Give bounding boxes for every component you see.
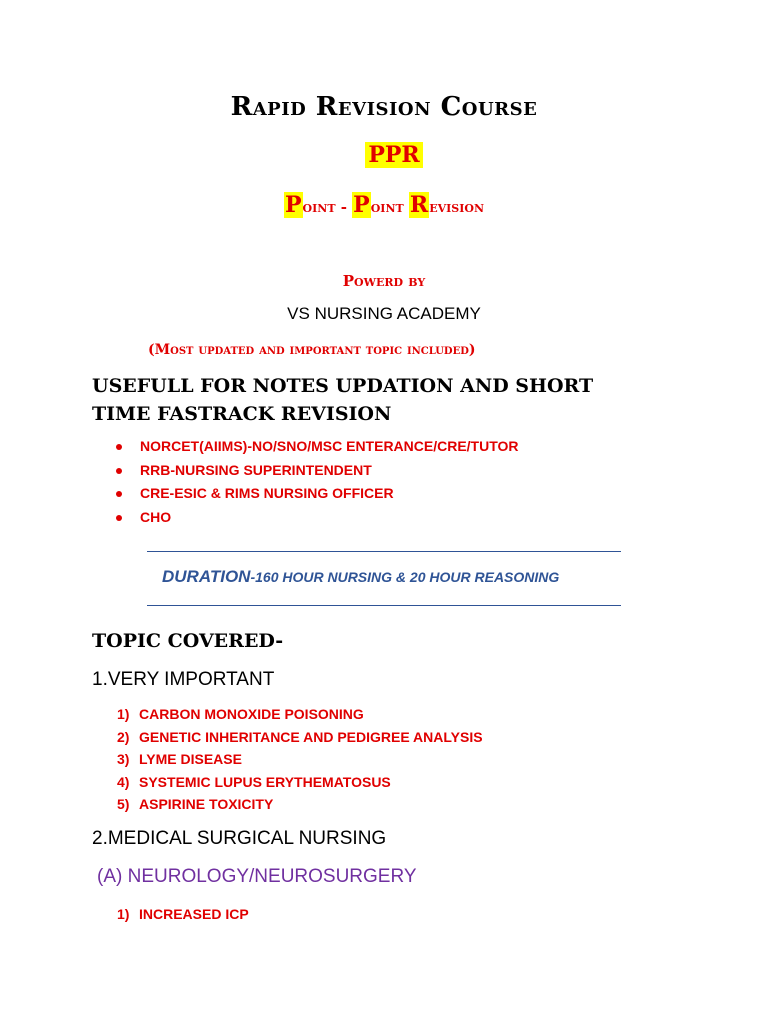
subsection-heading-neurology: (A) NEUROLOGY/NEUROSURGERY — [97, 866, 417, 887]
divider-top — [147, 551, 621, 552]
section-heading-very-important: 1.VERY IMPORTANT — [92, 669, 275, 690]
ppr-badge: PPR — [365, 142, 422, 168]
ppr-initial-r: R — [409, 192, 429, 218]
ppr-rest-p1: oint — [302, 198, 336, 216]
divider-bottom — [147, 605, 621, 606]
bullet-icon — [116, 444, 122, 450]
useful-heading-line1: USEFULL FOR NOTES UPDATION AND SHORT — [92, 375, 594, 397]
duration-line — [162, 567, 559, 587]
list-item: NORCET(AIIMS)-NO/SNO/MSC ENTERANCE/CRE/TUTOR — [116, 438, 519, 462]
course-title: Rapid Revision Course — [230, 92, 538, 122]
exam-list — [116, 438, 519, 532]
ppr-expansion — [0, 192, 768, 218]
very-important-list — [117, 706, 483, 819]
ppr-dash: - — [335, 198, 353, 216]
ppr-initial-p1: P — [284, 192, 302, 218]
ppr-rest-p2: oint — [370, 198, 404, 216]
list-item: 1) CARBON MONOXIDE POISONING — [117, 706, 364, 722]
list-item: 3) LYME DISEASE — [117, 751, 242, 767]
ppr-badge-row — [0, 142, 768, 168]
duration-detail: -160 HOUR NURSING & 20 HOUR REASONING — [250, 569, 560, 585]
useful-heading — [92, 372, 712, 428]
list-item: RRB-NURSING SUPERINTENDENT — [116, 462, 519, 486]
academy-name: VS NURSING ACADEMY — [287, 304, 481, 323]
section-heading-med-surg: 2.MEDICAL SURGICAL NURSING — [92, 828, 387, 849]
ppr-rest-r: evision — [429, 198, 485, 216]
list-item: 5) ASPIRINE TOXICITY — [117, 796, 274, 812]
list-item: 2) GENETIC INHERITANCE AND PEDIGREE ANALYSIS — [117, 728, 483, 745]
topics-heading: TOPIC COVERED- — [92, 630, 284, 652]
powered-by-label: Powerd by — [342, 272, 426, 290]
useful-heading-line2: TIME FASTRACK REVISION — [92, 403, 392, 425]
bullet-icon — [116, 468, 122, 474]
list-item: 1) INCREASED ICP — [117, 906, 249, 922]
duration-label: DURATION — [162, 567, 251, 586]
neurology-list — [117, 906, 249, 929]
ppr-initial-p2: P — [353, 192, 370, 218]
tagline: (Most updated and important topic included) — [148, 342, 476, 358]
list-item: 4) SYSTEMIC LUPUS ERYTHEMATOSUS — [117, 773, 391, 790]
list-item: CHO — [116, 509, 519, 533]
bullet-icon — [116, 491, 122, 497]
list-item: CRE-ESIC & RIMS NURSING OFFICER — [116, 485, 519, 509]
bullet-icon — [116, 515, 122, 521]
